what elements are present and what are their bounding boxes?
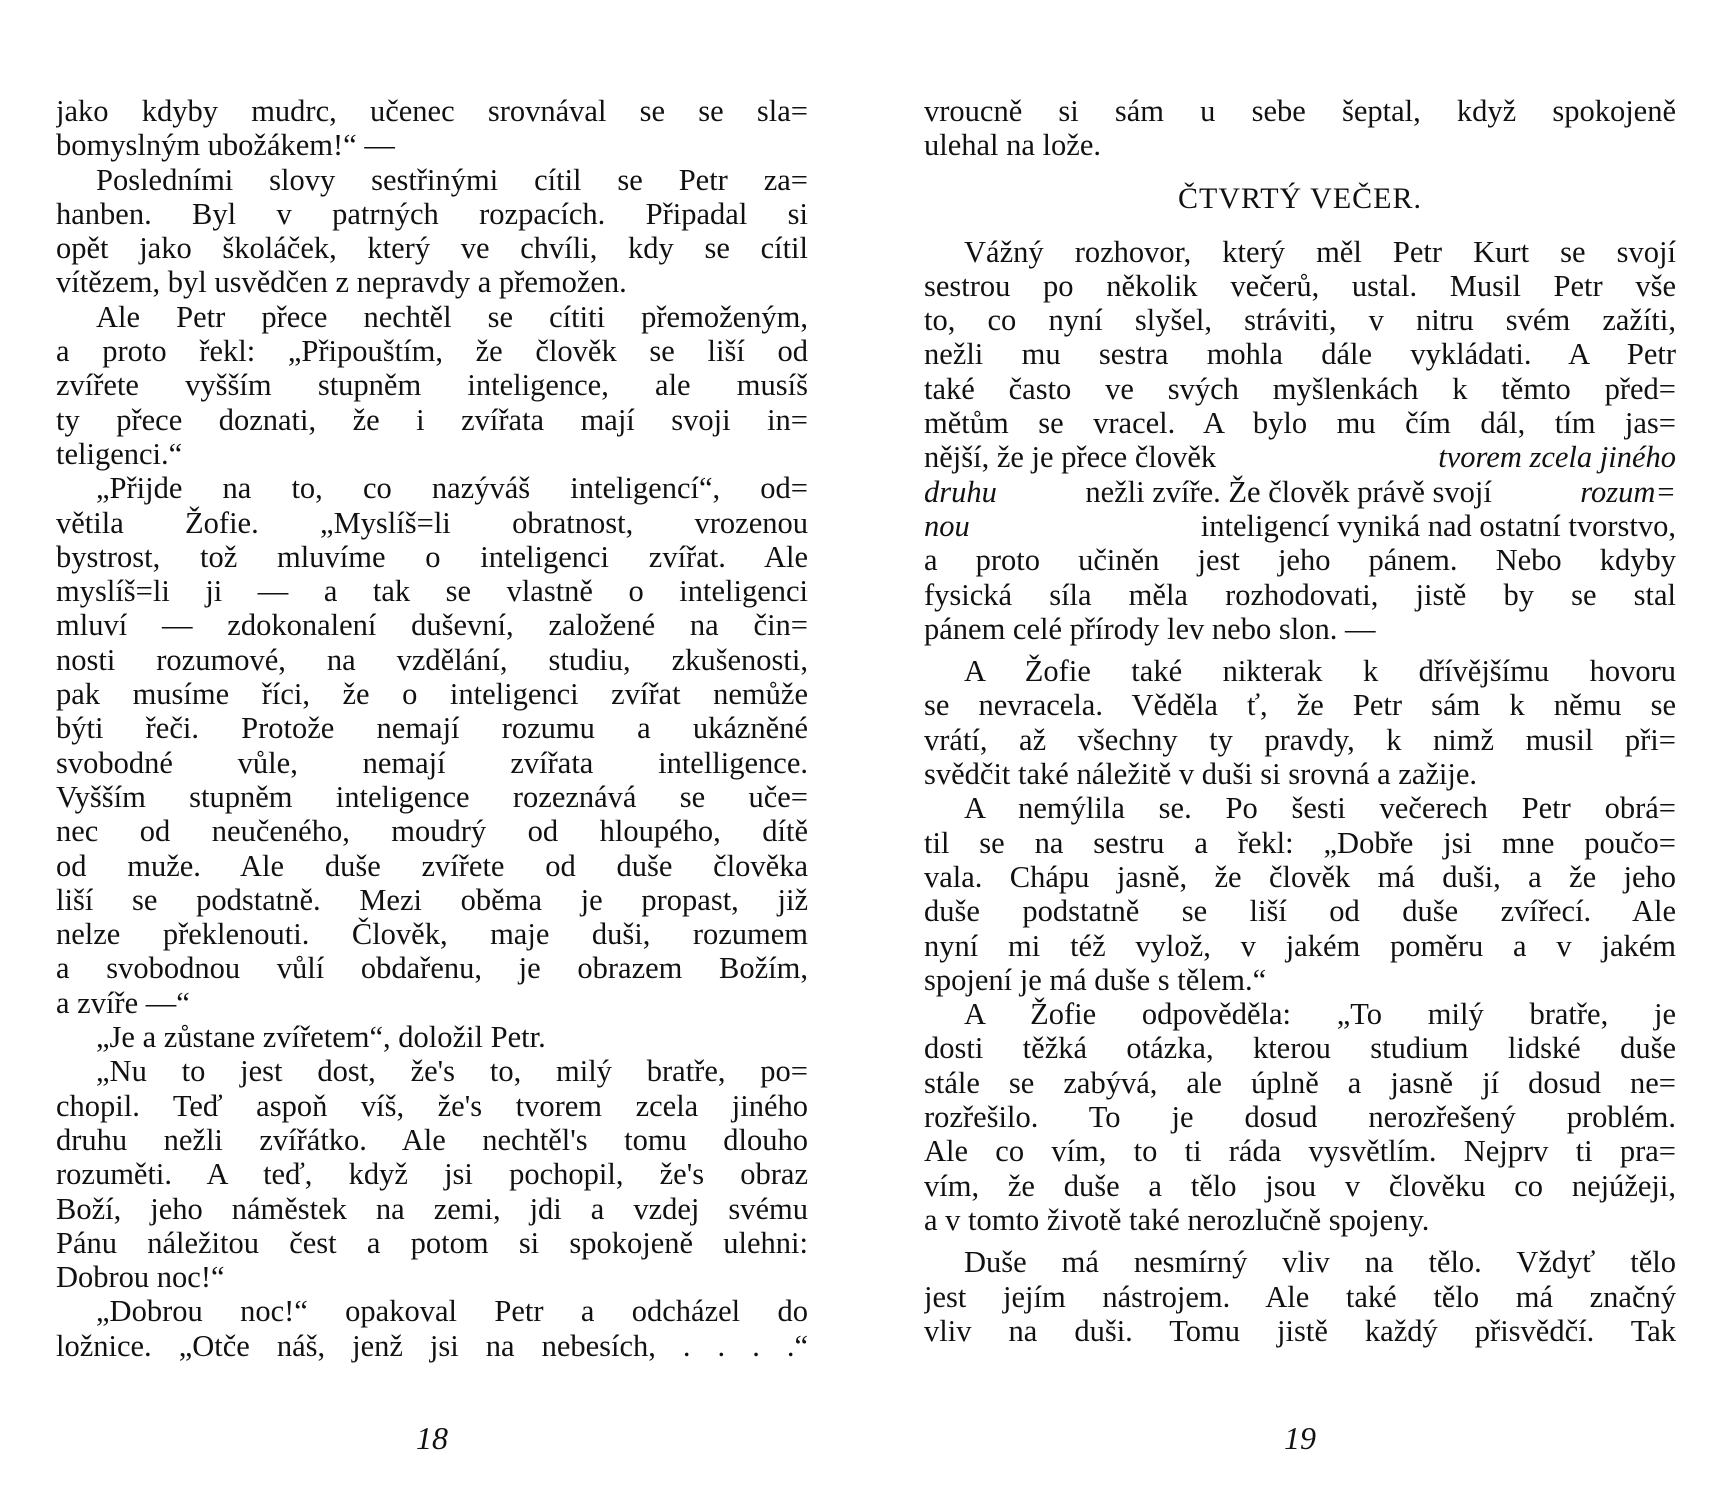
text-line: nec od neučeného, moudrý od hloupého, dítě [56,814,808,849]
text-line: mluví — zdokonalení duševní, založené na čin= [56,608,808,643]
text-line: Vyšším stupněm inteligence rozeznává se uče= [56,779,808,814]
text-line: také často ve svých myšlenkách k těmto před= [924,371,1676,406]
text-line: a v tomto životě také nerozlučně spojeny. [924,1202,1430,1237]
text-line: rozuměti. A teď, když jsi pochopil, že's obraz [56,1157,808,1192]
text-line: „Dobrou noc!“ opakoval Petr a odcházel do [96,1294,808,1329]
text-line: býti řeči. Protože nemají rozumu a ukázněné [56,711,808,746]
text-line: opět jako školáček, který ve chvíli, kdy se cítil [56,231,808,266]
text-line: til se na sestru a řekl: „Dobře jsi mne poučo= [924,825,1676,860]
text-line: nyní mi též vylož, v jakém poměru a v jakém [924,928,1676,963]
text-line: Ale co vím, to ti ráda vysvětlím. Nejprv ti pra= [924,1134,1676,1169]
italic-segment: druhu [924,474,997,509]
text-line: to, co nyní slyšel, stráviti, v nitru svém zažíti, [924,303,1676,338]
text-line: Dobrou noc!“ [56,1260,225,1295]
page-number-left: 18 [416,1420,448,1456]
text-line: jako kdyby mudrc, učenec srovnával se se sla= [56,94,808,128]
text-line: svědčit také náležitě v duši si srovná a zažije. [924,757,1478,792]
text-line: Vážný rozhovor, který měl Petr Kurt se svojí [964,234,1676,269]
text-line: zvířete vyšším stupněm inteligence, ale musíš [56,368,808,403]
text-line [924,475,1676,509]
text-line: větila Žofie. „Myslíš=li obratnost, vrozenou [56,505,808,540]
text-line: Boží, jeho náměstek na zemi, jdi a vzdej svému [56,1191,808,1226]
text-segment: nežli zvíře. Že člověk právě svojí [1085,474,1492,509]
text-line: vala. Chápu jasně, že člověk má duši, a že jeho [924,859,1676,894]
text-line: vím, že duše a tělo jsou v člověku co nejúžeji, [924,1168,1676,1203]
text-line: duše podstatně se liší od duše zvířecí. Ale [924,894,1676,929]
text-line: vrátí, až všechny ty pravdy, k nimž musil při= [924,722,1676,757]
text-line: mětům se vracel. A bylo mu čím dál, tím jas= [924,406,1676,441]
text-line: Duše má nesmírný vliv na tělo. Vždyť tělo [964,1245,1676,1280]
italic-segment: tvorem zcela jiného [1438,440,1676,475]
text-line: chopil. Teď aspoň víš, že's tvorem zcela jiného [56,1088,808,1123]
italic-segment: rozum= [1580,474,1676,509]
text-line: ulehal na lože. [924,128,1101,163]
text-line: bystrost, tož mluvíme o inteligenci zvířat. Ale [56,539,808,574]
text-line: a svobodnou vůlí obdařenu, je obrazem Božím, [56,951,808,986]
text-line: nežli mu sestra mohla dále vykládati. A Petr [924,337,1676,372]
text-line: druhu nežli zvířátko. Ale nechtěl's tomu dlouho [56,1122,808,1157]
text-line: ty přece doznati, že i zvířata mají svoji in= [56,402,808,437]
text-line: rozřešilo. To je dosud nerozřešený problém. [924,1100,1676,1135]
text-line: a proto učiněn jest jeho pánem. Nebo kdyby [924,543,1676,578]
text-line: od muže. Ale duše zvířete od duše člověka [56,848,808,883]
text-line: A Žofie odpověděla: „To milý bratře, je [964,997,1676,1032]
text-line: pánem celé přírody lev nebo slon. — [924,611,1376,646]
italic-segment: nou [924,508,970,543]
text-line: fysická síla měla rozhodovati, jistě by se stal [924,577,1676,612]
text-line: nosti rozumové, na vzdělání, studiu, zkušenosti, [56,642,808,677]
page-number-right: 19 [1284,1420,1316,1456]
text-line: vroucně si sám u sebe šeptal, když spokojeně [924,94,1676,128]
text-line: liší se podstatně. Mezi oběma je propast, již [56,882,808,917]
text-line: spojení je má duše s tělem.“ [924,962,1267,997]
text-line: dosti těžká otázka, kterou studium lidské duše [924,1031,1676,1066]
text-line: svobodné vůle, nemají zvířata intelligence. [56,745,808,780]
text-line: myslíš=li ji — a tak se vlastně o inteligenci [56,574,808,609]
chapter-heading: ČTVRTÝ VEČER. [1178,181,1422,215]
text-line: nelze překlenouti. Člověk, maje duši, rozumem [56,917,808,952]
text-segment: inteligencí vyniká nad ostatní tvorstvo, [1200,508,1676,543]
text-line: se nevracela. Věděla ť, že Petr sám k němu se [924,688,1676,723]
text-line: A nemýlila se. Po šesti večerech Petr obrá= [964,791,1676,826]
text-line: bomyslným ubožákem!“ — [56,128,395,163]
text-line: a proto řekl: „Připouštím, že člověk se liší od [56,334,808,369]
text-line: „Přijde na to, co nazýváš inteligencí“, od= [96,471,808,506]
text-line: „Nu to jest dost, že's to, milý bratře, po= [96,1054,808,1089]
right-page [924,94,1676,1348]
left-page [56,94,808,1363]
text-line: A Žofie také nikterak k dřívějšímu hovoru [964,654,1676,689]
text-line: Pánu náležitou čest a potom si spokojeně ulehni: [56,1225,808,1260]
text-line: ložnice. „Otče náš, jenž jsi na nebesích, . . . .“ [56,1328,808,1363]
text-line: „Je a zůstane zvířetem“, doložil Petr. [96,1020,546,1055]
text-line: jest jejím nástrojem. Ale také tělo má značný [924,1279,1676,1314]
text-segment: nější, že je přece člověk [924,440,1217,475]
text-line: stále se zabývá, ale úplně a jasně jí dosud ne= [924,1065,1676,1100]
text-line [924,509,1676,543]
text-line: a zvíře —“ [56,985,190,1020]
text-line: Ale Petr přece nechtěl se cítiti přemoženým, [96,299,808,334]
text-line: hanben. Byl v patrných rozpacích. Připadal si [56,196,808,231]
text-line: pak musíme říci, že o inteligenci zvířat nemůže [56,677,808,712]
text-line: vítězem, byl usvědčen z nepravdy a přemožen. [56,265,627,300]
text-line: teligenci.“ [56,436,183,471]
text-line: vliv na duši. Tomu jistě každý přisvědčí. Tak [924,1313,1676,1348]
text-line: sestrou po několik večerů, ustal. Musil Petr vše [924,268,1676,303]
text-line [924,440,1676,474]
text-line: Posledními slovy sestřinými cítil se Petr za= [96,162,808,197]
